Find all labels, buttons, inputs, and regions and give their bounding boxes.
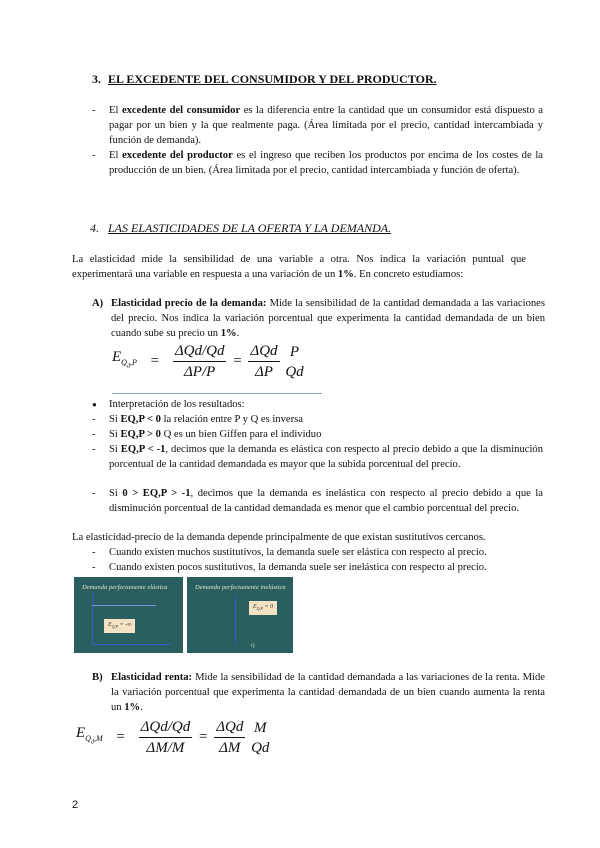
demand-line xyxy=(92,605,156,606)
formula-fraction: P Qd xyxy=(285,343,304,380)
formula-fraction: $\frac{\text{ΔQd/Qd}}{\Delta M/M}$ xyxy=(140,719,191,756)
formula-lhs: $E_{Q_d,M}$ xyxy=(76,724,103,746)
section-4-number: 4. xyxy=(90,221,99,235)
section-3-number: 3. xyxy=(92,72,101,86)
part-a-paragraph: A) Elasticidad precio de la demanda: Mide la sensibilidad de la cantidad demandada a las variaciones del precio. Nos indica la variación porcentual que experimenta la cantidad demandada de un bien cuando sube su precio un 1%. xyxy=(92,298,545,339)
elastic-demand-slide-image xyxy=(74,577,183,653)
elasticity-label-box: $E_{Q,P}$ = -∞ xyxy=(104,619,135,633)
result-item: - Si EQ,P < 0 la relación entre P y Q es inversa xyxy=(92,414,303,425)
substitutes-item: - Cuando existen muchos sustitutivos, la demanda suele ser elástica con respecto al precio. xyxy=(92,547,487,558)
elasticity-intro: La elasticidad mide la sensibilidad de una variable a otra. Nos indica la variación puntual que experimentará una variable en respuesta a una variación de un 1%. En concreto estudiamos: xyxy=(72,254,526,280)
part-b-paragraph: B) Elasticidad renta: Mide la sensibilidad de la cantidad demandada a las variaciones de la renta. Mide la variación porcentual que experimenta la cantidad demandada de un bien cuando aumenta la renta un 1%. xyxy=(92,672,545,713)
formula-fraction: $\frac{\text{ΔQd/Qd}}{\Delta P/P}$ xyxy=(174,343,225,380)
section-3-title: EL EXCEDENTE DEL CONSUMIDOR Y DEL PRODUCTOR. xyxy=(108,72,437,86)
formula-underline xyxy=(112,393,322,394)
demand-line xyxy=(235,595,236,645)
formula-fraction: $\frac{\text{ΔQd}}{\Delta M}$ xyxy=(216,719,244,756)
formula-lhs: $E_{Q_d,P}$ xyxy=(112,348,137,370)
dash-marker: - xyxy=(92,562,96,573)
dash-marker: - xyxy=(92,414,96,425)
dash-marker: - xyxy=(92,444,96,455)
price-elasticity-formula: $E_{Q_d,P}$ = $\frac{\text{ΔQd/Qd}}{\Delta P/P}$ = $\frac{\text{ΔQd}}{\Delta P}$ P Qd xyxy=(112,343,304,380)
term-consumer-surplus: excedente del consumidor xyxy=(121,105,241,116)
dash-marker: - xyxy=(92,429,96,440)
part-a-label: A) xyxy=(92,298,104,309)
part-b-title: Elasticidad renta: xyxy=(111,672,193,683)
dash-marker: - xyxy=(92,150,96,161)
term-producer-surplus: excedente del productor xyxy=(122,150,233,161)
axis-label: Q xyxy=(251,644,255,649)
slide-title: Demanda perfectamente elástica xyxy=(82,584,168,591)
part-b-label: B) xyxy=(92,672,103,683)
substitutes-intro: La elasticidad-precio de la demanda depende principalmente de que existan sustitutivos cercanos. xyxy=(72,532,486,543)
dash-marker: - xyxy=(92,488,96,499)
y-axis xyxy=(92,593,93,645)
dash-marker: - xyxy=(92,547,96,558)
income-elasticity-formula: $E_{Q_d,M}$ = $\frac{\text{ΔQd/Qd}}{\Delta M/M}$ = $\frac{\text{ΔQd}}{\Delta M}$ M Qd xyxy=(76,719,270,756)
section-4-title: LAS ELASTICIDADES DE LA OFERTA Y LA DEMANDA. xyxy=(108,221,392,235)
consumer-surplus-item: - El excedente del consumidor es la diferencia entre la cantidad que un consumidor está dispuesto a pagar por un bien y la que realmente paga. (Área limitada por el precio, cantidad intercambiada y función de demanda). xyxy=(92,105,543,146)
x-axis xyxy=(92,644,172,645)
substitutes-item: - Cuando existen pocos sustitutivos, la demanda suele ser inelástica con respecto al precio. xyxy=(92,562,487,573)
result-item: - Si EQ,P > 0 Q es un bien Giffen para el individuo xyxy=(92,429,322,440)
section-4-heading xyxy=(90,221,391,236)
formula-fraction: M Qd xyxy=(251,719,270,756)
bullet-dot: ● xyxy=(92,400,97,409)
page-number: 2 xyxy=(72,799,79,811)
dash-marker: - xyxy=(92,105,96,116)
part-a-title: Elasticidad precio de la demanda: xyxy=(111,298,267,309)
section-3-heading xyxy=(92,72,437,87)
interpretation-title: ● Interpretación de los resultados: xyxy=(92,399,245,410)
slide-title: Demanda perfectamente inelástica xyxy=(195,584,286,591)
producer-surplus-item: - El excedente del productor es el ingreso que reciben los productos por encima de los costes de la producción de un bien. (Área limitada por el precio, cantidad intercambiada y función de oferta). xyxy=(92,150,543,176)
inelastic-demand-slide-image xyxy=(187,577,293,653)
result-item: - Si 0 > EQ,P > -1, decimos que la demanda es inelástica con respecto al precio debido a que la disminución porcentual de la cantidad demandada es menor que el cambio porcentual del precio. xyxy=(92,488,544,514)
elasticity-label-box: $E_{Q,P} = 0$ xyxy=(249,601,277,615)
result-item: - Si EQ,P < -1, decimos que la demanda es elástica con respecto al precio debido a que la disminución porcentual de la cantidad demandada es mayor que la subida porcentual del precio. xyxy=(92,444,544,470)
formula-fraction: $\frac{\text{ΔQd}}{\Delta P}$ xyxy=(250,343,278,380)
